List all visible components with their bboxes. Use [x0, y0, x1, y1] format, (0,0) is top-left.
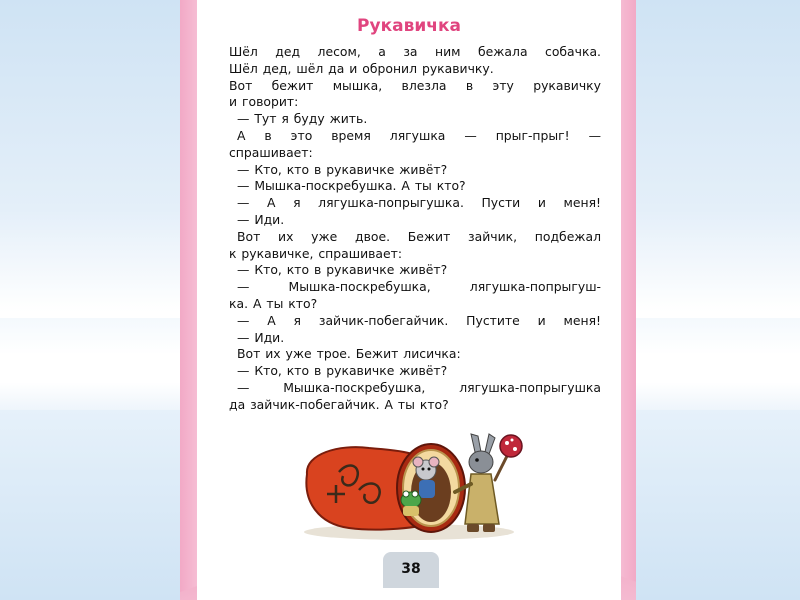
text-line: и говорит: [229, 94, 299, 110]
text-line: Вот их уже трое. Бежит лисичка: [237, 346, 461, 362]
text-line: — Мышка-поскребушка, лягушка-попрыгуш- [237, 279, 601, 295]
text-line: ка. А ты кто? [229, 295, 318, 311]
frog-icon [401, 491, 421, 516]
page-number: 38 [401, 561, 421, 577]
text-line: А в это время лягушка — прыг-прыг! — [237, 127, 601, 143]
mitten-animals-illustration [299, 432, 529, 544]
bundle-icon [500, 435, 522, 457]
story-text [229, 44, 601, 414]
text-line: Вот их уже двое. Бежит зайчик, подбежал [237, 228, 601, 244]
text-line: — Кто, кто в рукавичке живёт? [237, 363, 448, 379]
text-line: — Иди. [237, 329, 285, 345]
text-line: да зайчик-побегайчик. А ты кто? [229, 396, 449, 412]
text-line: спрашивает: [229, 144, 313, 160]
text-line: Шёл дед лесом, а за ним бежала собачка. [229, 44, 601, 59]
text-line: Вот бежит мышка, влезла в эту рукавичку [229, 77, 601, 93]
text-line: Шёл дед, шёл да и обронил рукавичку. [229, 60, 494, 76]
text-line: — А я зайчик-побегайчик. Пустите и меня! [237, 312, 601, 328]
story-title: Рукавичка [357, 16, 461, 36]
text-line: — Мышка-поскребушка. А ты кто? [237, 178, 466, 194]
text-line: — Кто, кто в рукавичке живёт? [237, 161, 448, 177]
text-line: — Мышка-поскребушка, лягушка-попрыгушка [237, 379, 601, 395]
text-line: — Тут я буду жить. [237, 111, 368, 127]
hare-coat [465, 474, 499, 524]
text-line: — Иди. [237, 211, 285, 227]
text-line: — А я лягушка-попрыгушка. Пусти и меня! [237, 195, 601, 211]
text-line: к рукавичке, спрашивает: [229, 245, 403, 261]
text-line: — Кто, кто в рукавичке живёт? [237, 262, 448, 278]
page-number-tab [383, 552, 439, 588]
